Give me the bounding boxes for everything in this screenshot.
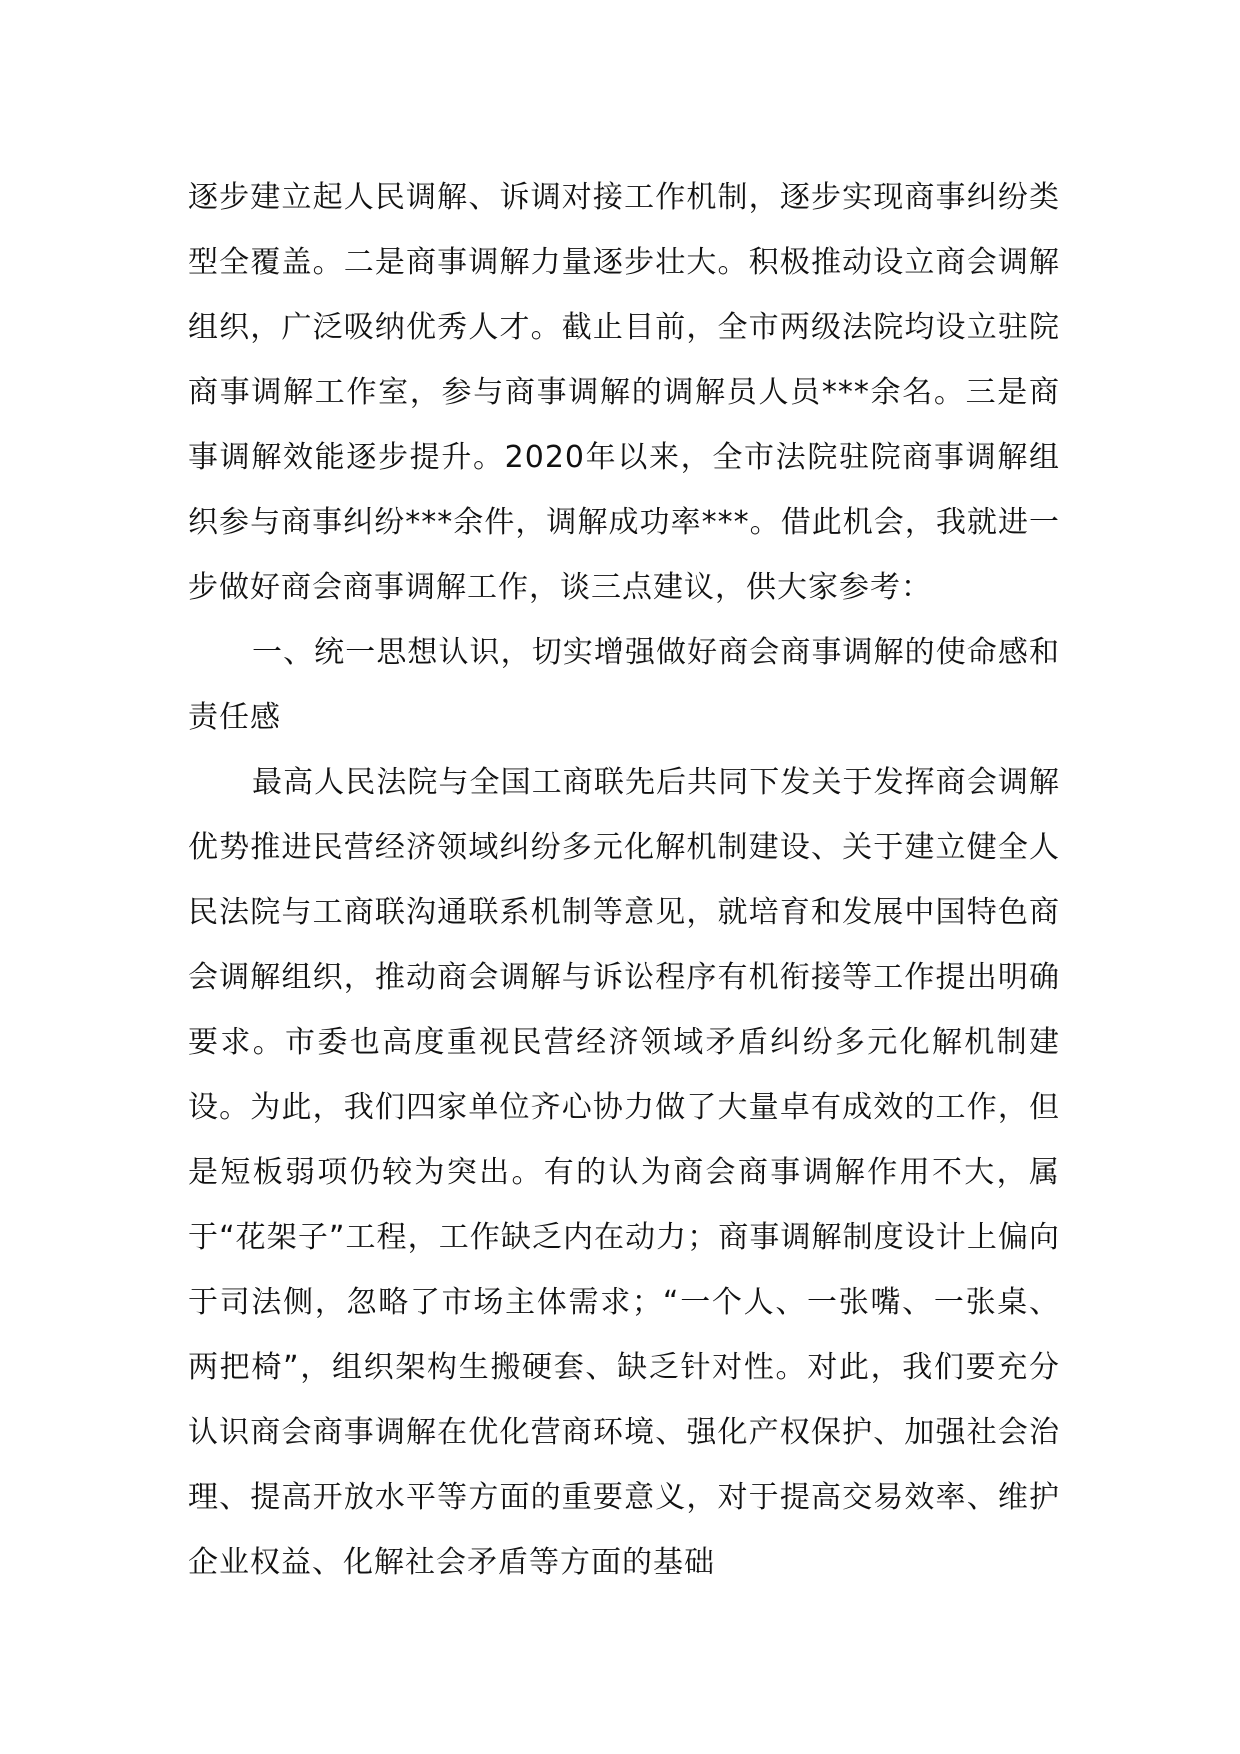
paragraph-intro-continuation: 逐步建立起人民调解、诉调对接工作机制，逐步实现商事纠纷类型全覆盖。二是商事调解力量逐步壮大。积极推动设立商会调解组织，广泛吸纳优秀人才。截止目前，全市两级法院均设立驻院商事调解工作室，参与商事调解的调解员人员***余名。三是商事调解效能逐步提升。2020年以来，全市法院驻院商事调解组织参与商事纠纷***余件，调解成功率***。借此机会，我就进一步做好商会商事调解工作，谈三点建议，供大家参考： [188, 180, 1060, 605]
document-body [188, 165, 1060, 1595]
paragraph-section-one-body: 最高人民法院与全国工商联先后共同下发关于发挥商会调解优势推进民营经济领域纠纷多元化解机制建设、关于建立健全人民法院与工商联沟通联系机制等意见，就培育和发展中国特色商会调解组织，推动商会调解与诉讼程序有机衔接等工作提出明确要求。市委也高度重视民营经济领域矛盾纠纷多元化解机制建设。为此，我们四家单位齐心协力做了大量卓有成效的工作，但是短板弱项仍较为突出。有的认为商会商事调解作用不大，属于“花架子”工程，工作缺乏内在动力；商事调解制度设计上偏向于司法侧，忽略了市场主体需求；“一个人、一张嘴、一张桌、两把椅”，组织架构生搬硬套、缺乏针对性。对此，我们要充分认识商会商事调解在优化营商环境、强化产权保护、加强社会治理、提高开放水平等方面的重要意义，对于提高交易效率、维护企业权益、化解社会矛盾等方面的基础 [188, 765, 1060, 1580]
section-heading-one: 一、统一思想认识，切实增强做好商会商事调解的使命感和责任感 [188, 635, 1060, 735]
